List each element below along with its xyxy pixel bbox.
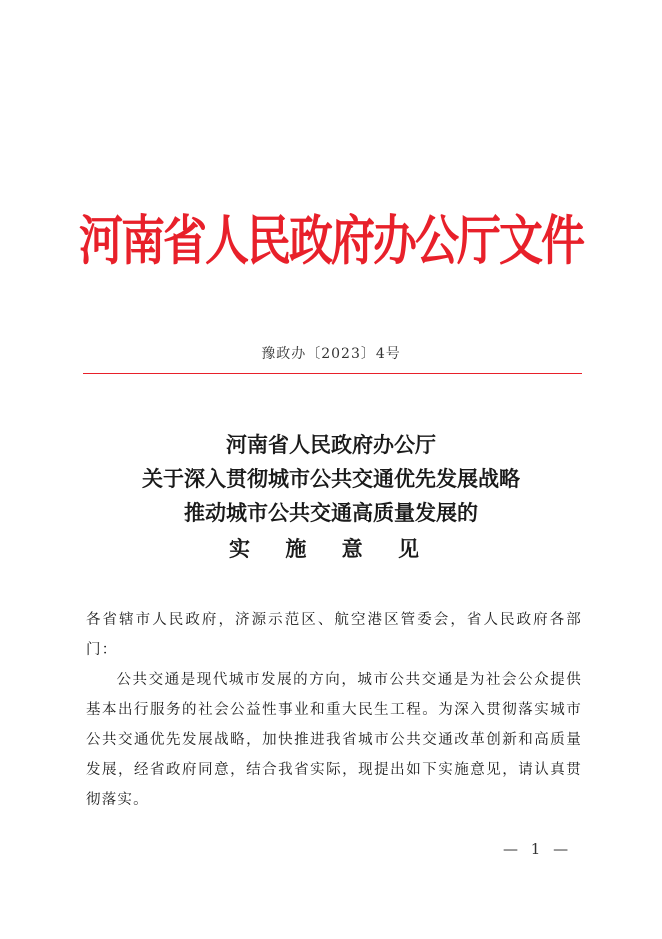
- title-line: 实 施 意 见: [229, 537, 433, 561]
- red-separator-line: [83, 373, 582, 374]
- body-paragraph: 公共交通是现代城市发展的方向，城市公共交通是为社会公众提供基本出行服务的社会公益性事业和重大民生工程。为深入贯彻落实城市公共交通优先发展战略，加快推进我省城市公共交通改革创新和高质量发展，经省政府同意，结合我省实际，现提出如下实施意见，请认真贯彻落实。: [86, 672, 582, 808]
- document-title: [0, 428, 662, 566]
- title-line: 河南省人民政府办公厅: [226, 433, 436, 457]
- addressee: 各省辖市人民政府，济源示范区、航空港区管委会，省人民政府各部门：: [86, 612, 582, 658]
- title-line: 推动城市公共交通高质量发展的: [184, 501, 478, 525]
- title-line: 关于深入贯彻城市公共交通优先发展战略: [142, 467, 520, 491]
- page-number: — 1 —: [503, 840, 573, 858]
- issuing-authority-header: 河南省人民政府办公厅文件: [79, 210, 583, 273]
- document-number: 豫政办〔2023〕4号: [261, 346, 401, 362]
- document-body: [86, 605, 582, 815]
